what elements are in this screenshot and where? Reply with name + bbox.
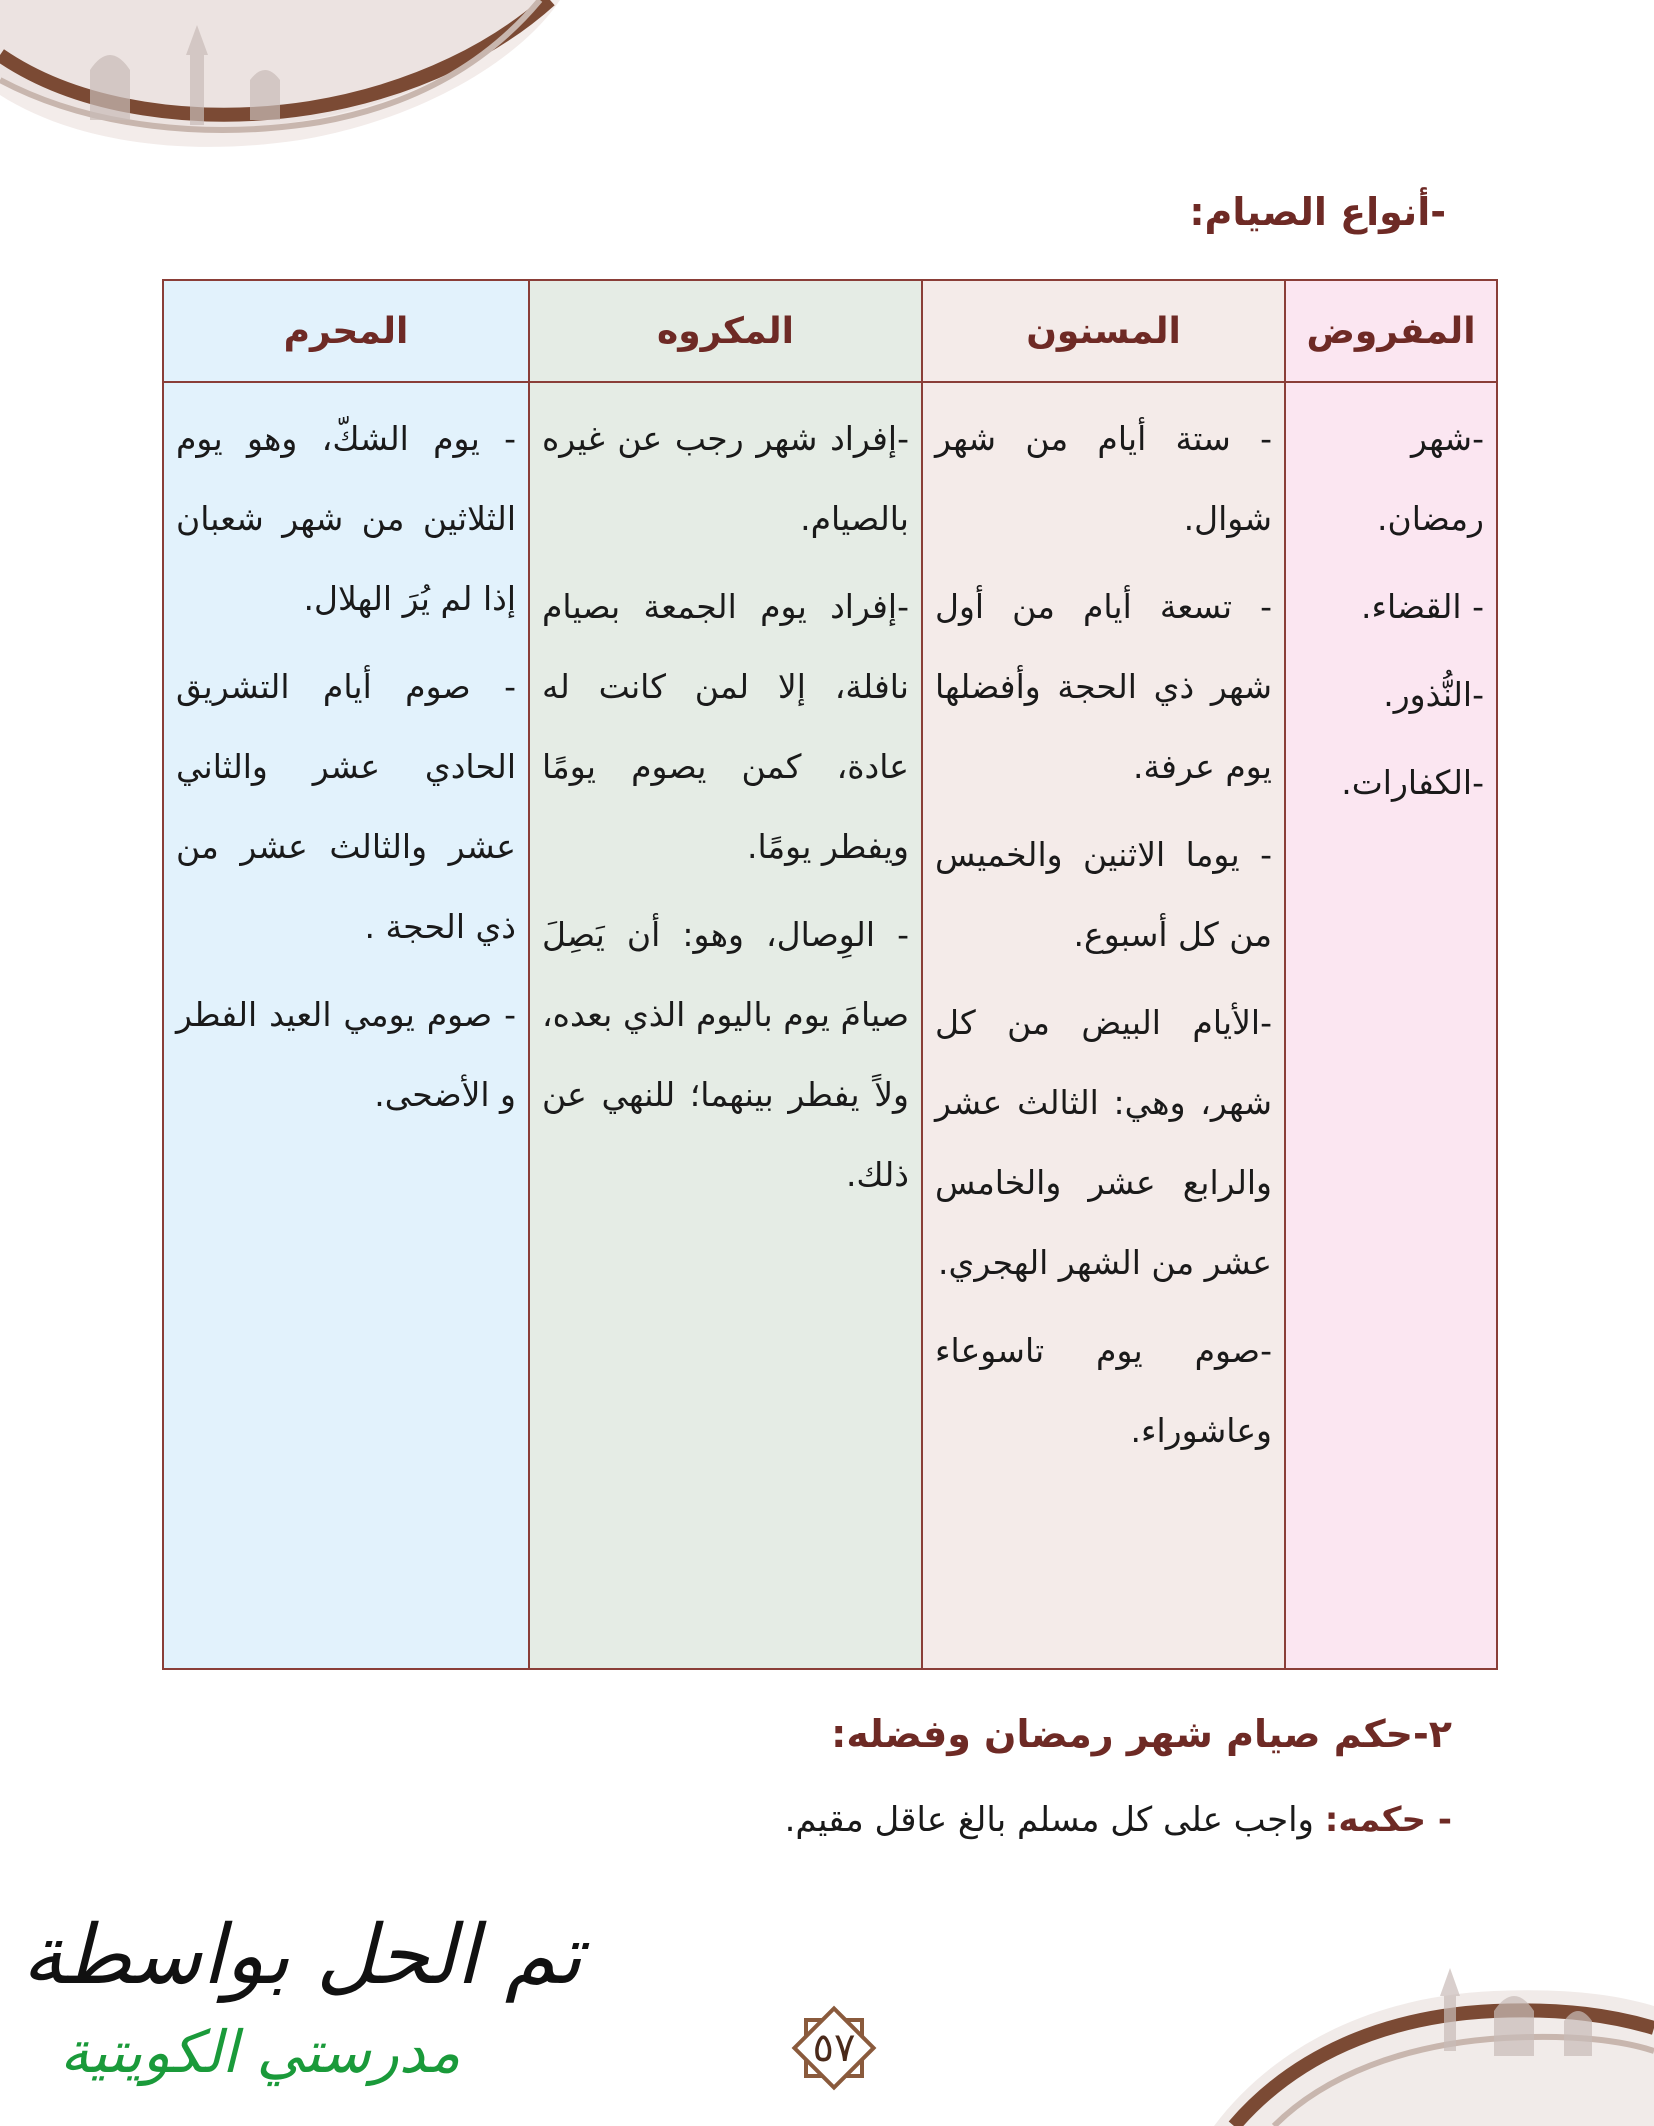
table-body-row [163,382,1497,1669]
header-forbidden: المحرم [163,280,529,382]
list-item: -صوم يوم تاسوعاء وعاشوراء. [935,1331,1272,1450]
list-item: - يوم الشكّ، وهو يوم الثلاثين من شهر شعبان إذا لم يُرَ الهلال. [176,419,516,618]
list-item: - يوما الاثنين والخميس من كل أسبوع. [935,835,1272,954]
cell-forbidden [163,382,529,1669]
ruling-label: - حكمه: [1324,1800,1452,1840]
list-item: - صوم يومي العيد الفطر و الأضحى. [176,995,516,1114]
section-title-ruling: ٢-حكم صيام شهر رمضان وفضله: [831,1712,1452,1756]
bottom-corner-ornament [1214,1966,1654,2126]
list-item: - الوِصال، وهو: أن يَصِلَ صيامَ يوم باليوم الذي بعده، ولاً يفطر بينهما؛ للنهي عن ذلك. [542,915,909,1194]
page-number-badge [789,2003,879,2093]
cell-obligatory [1285,382,1497,1669]
table-header-row [163,280,1497,382]
list-item: -الكفارات. [1341,763,1484,802]
watermark-line-2: مدرستي الكويتية [60,2018,461,2086]
ruling-text: واجب على كل مسلم بالغ عاقل مقيم. [784,1800,1325,1840]
watermark-line-1: تم الحل بواسطة [22,1908,583,2003]
list-item: - ستة أيام من شهر شوال. [935,419,1272,538]
header-obligatory: المفروض [1285,280,1497,382]
list-item: -شهر رمضان. [1376,419,1484,538]
cell-disliked [529,382,922,1669]
list-item: - القضاء. [1361,587,1484,626]
list-item: -إفراد يوم الجمعة بصيام نافلة، إلا لمن كانت له عادة، كمن يصوم يومًا ويفطر يومًا. [542,587,909,866]
top-corner-ornament [0,0,570,160]
page-number: ٥٧ [812,2025,856,2071]
header-disliked: المكروه [529,280,922,382]
cell-recommended [922,382,1285,1669]
header-recommended: المسنون [922,280,1285,382]
list-item: - صوم أيام التشريق الحادي عشر والثاني عشر والثالث عشر من ذي الحجة . [176,667,516,946]
list-item: - تسعة أيام من أول شهر ذي الحجة وأفضلها يوم عرفة. [935,587,1272,786]
section-title-types: -أنواع الصيام: [1189,190,1446,234]
list-item: -الأيام البيض من كل شهر، وهي: الثالث عشر والرابع عشر والخامس عشر من الشهر الهجري. [935,1003,1272,1282]
list-item: -إفراد شهر رجب عن غيره بالصيام. [542,419,909,538]
list-item: -النُّذور. [1383,675,1484,714]
fasting-types-table [162,279,1498,1670]
ruling-paragraph [785,1800,1452,1840]
